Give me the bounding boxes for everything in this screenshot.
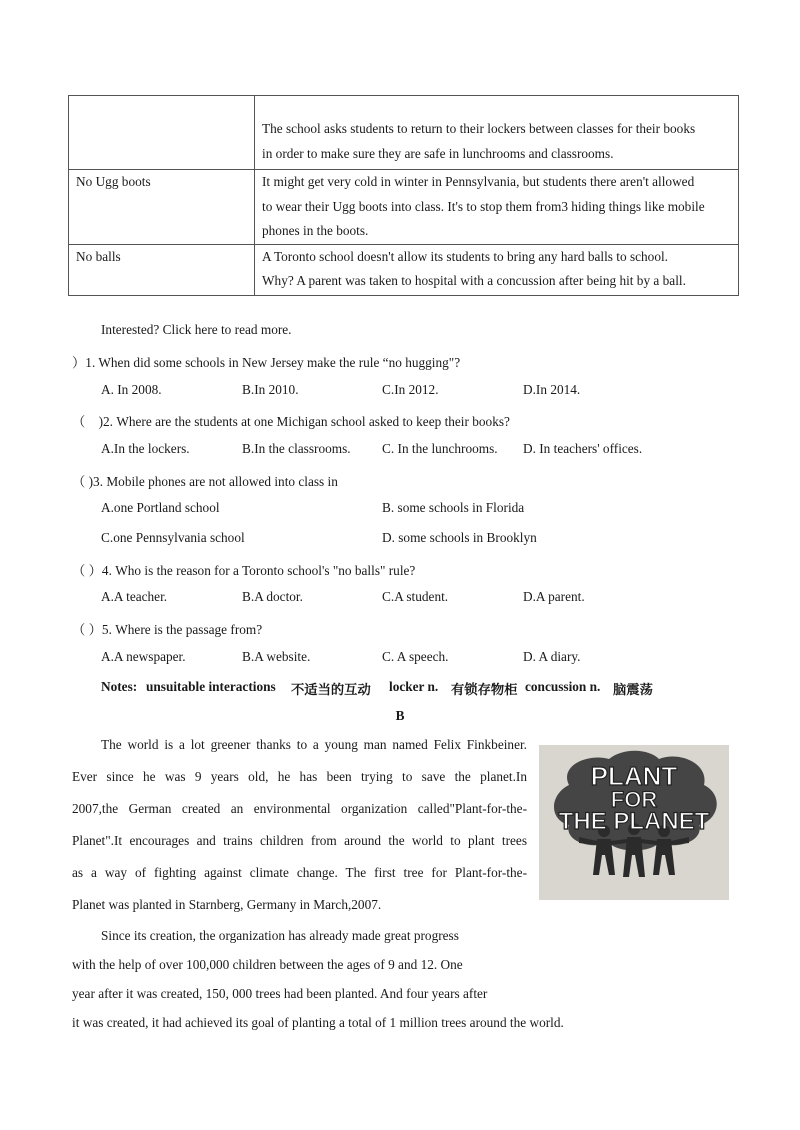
question-5 — [0, 619, 800, 639]
question-stem: （ ）5. Where is the passage from? — [72, 622, 263, 637]
option-b: B.A website. — [242, 649, 311, 664]
question-stem: ）1. When did some schools in New Jersey make the rule “no hugging"? — [72, 355, 461, 370]
option-d: D.A parent. — [523, 589, 585, 604]
rule-cell — [69, 244, 255, 295]
intro-link-text[interactable]: Interested? Click here to read more. — [101, 322, 292, 337]
option-a: A.A teacher. — [101, 589, 168, 604]
paragraph-line: as a way of fighting against climate change. The first tree for Plant-for-the- — [72, 865, 527, 880]
option-a: A. In 2008. — [101, 382, 162, 397]
detail-line: The school asks students to return to their lockers between classes for their books — [262, 121, 696, 136]
question-stem: （ ）4. Who is the reason for a Toronto school's "no balls" rule? — [72, 563, 416, 578]
svg-text:FOR: FOR — [610, 787, 658, 812]
paragraph-line: year after it was created, 150, 000 trees had been planted. And four years after — [72, 986, 488, 1001]
detail-cell — [255, 170, 739, 245]
plant-for-the-planet-logo — [539, 745, 729, 900]
paragraph-line: Since its creation, the organization has already made great progress — [101, 928, 459, 943]
paragraph-line: Planet was planted in Starnberg, Germany in March,2007. — [72, 897, 382, 912]
question-4-options — [0, 589, 800, 609]
option-d: D.In 2014. — [523, 382, 581, 397]
note-term: concussion n. — [525, 679, 601, 694]
detail-line: to wear their Ugg boots into class. It's to stop them from3 hiding things like mobile — [262, 198, 705, 214]
rules-table — [68, 95, 739, 296]
question-stem: （ )2. Where are the students at one Michigan school asked to keep their books? — [72, 414, 510, 429]
option-d: D. some schools in Brooklyn — [382, 530, 537, 545]
detail-line: in order to make sure they are safe in lunchrooms and classrooms. — [262, 145, 614, 161]
note-translation: 脑震荡 — [613, 683, 653, 698]
option-c: C.A student. — [382, 589, 449, 604]
question-1 — [0, 352, 800, 372]
detail-cell — [255, 244, 739, 295]
option-b: B.In 2010. — [242, 382, 299, 397]
question-stem: （ )3. Mobile phones are not allowed into class in — [72, 474, 338, 489]
option-b: B.In the classrooms. — [242, 441, 351, 456]
question-2-options — [0, 441, 800, 461]
note-term: locker n. — [389, 679, 439, 694]
paragraph-line: The world is a lot greener thanks to a young man named Felix Finkbeiner. — [101, 737, 527, 752]
question-4 — [0, 560, 800, 580]
paragraph-line: Ever since he was 9 years old, he has been trying to save the planet.In — [72, 769, 527, 784]
option-a: A.A newspaper. — [101, 649, 186, 664]
notes-line — [0, 679, 800, 699]
rule-label: No Ugg boots — [76, 174, 151, 189]
question-3-options-row1 — [0, 500, 800, 520]
option-c: C. A speech. — [382, 649, 449, 664]
svg-text:THE PLANET: THE PLANET — [558, 808, 710, 835]
intro-line — [0, 322, 800, 342]
tree-figures-icon — [539, 745, 729, 900]
svg-text:PLANT: PLANT — [590, 761, 678, 791]
question-2 — [0, 411, 800, 431]
rule-cell — [69, 170, 255, 245]
section-heading: B — [395, 708, 405, 723]
option-c: C. In the lunchrooms. — [382, 441, 498, 456]
option-d: D. A diary. — [523, 649, 581, 664]
question-3-options-row2 — [0, 530, 800, 550]
question-5-options — [0, 649, 800, 669]
detail-line: Why? A parent was taken to hospital with a concussion after being hit by a ball. — [262, 273, 686, 288]
detail-line: phones in the boots. — [262, 223, 369, 238]
option-a: A.In the lockers. — [101, 441, 190, 456]
paragraph-line: with the help of over 100,000 children between the ages of 9 and 12. One — [72, 957, 463, 972]
paragraph-line: 2007,the German created an environmental organization called"Plant-for-the- — [72, 801, 527, 816]
detail-line: It might get very cold in winter in Pennsylvania, but students there aren't allowed — [262, 174, 695, 189]
option-b: B. some schools in Florida — [382, 500, 525, 515]
option-c: C.one Pennsylvania school — [101, 530, 245, 545]
option-c: C.In 2012. — [382, 382, 439, 397]
question-1-options — [0, 382, 800, 402]
option-b: B.A doctor. — [242, 589, 303, 604]
paragraph-line: it was created, it had achieved its goal of planting a total of 1 million trees around the world. — [72, 1015, 564, 1030]
table-row — [69, 170, 739, 245]
notes-label: Notes: — [101, 679, 138, 694]
table-row — [69, 244, 739, 295]
note-translation: 不适当的互动 — [291, 683, 371, 698]
note-term: unsuitable interactions — [146, 679, 276, 694]
option-d: D. In teachers' offices. — [523, 441, 643, 456]
rule-label: No balls — [76, 248, 121, 264]
paragraph-line: Planet".It encourages and trains children from around the world to plant trees — [72, 833, 527, 848]
note-translation: 有锁存物柜 — [451, 683, 518, 698]
rule-cell — [69, 96, 255, 170]
detail-line: A Toronto school doesn't allow its students to bring any hard balls to school. — [262, 248, 669, 264]
table-row — [69, 96, 739, 170]
question-3 — [0, 471, 800, 491]
detail-cell — [255, 96, 739, 170]
option-a: A.one Portland school — [101, 500, 220, 515]
